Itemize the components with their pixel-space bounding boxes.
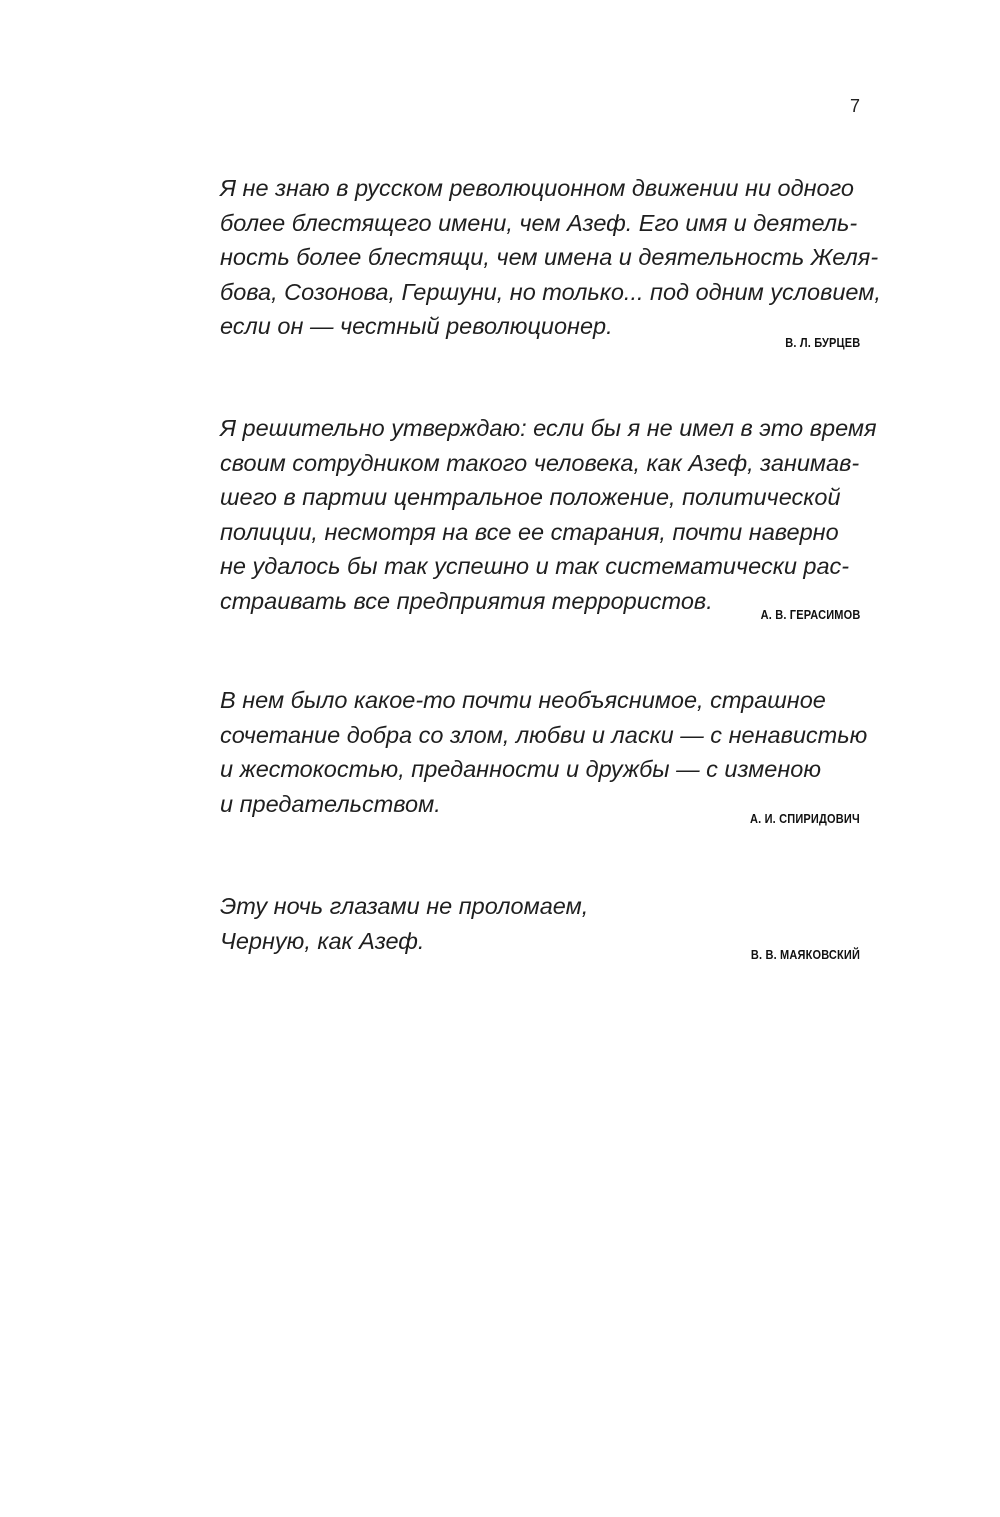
quote-line: не удалось бы так успешно и так систематически рас-	[220, 553, 850, 580]
quote-author: В. В. МАЯКОВСКИЙ	[750, 948, 860, 962]
quote-line: и жестокостью, преданности и дружбы — с изменою	[220, 756, 821, 783]
quote-line: шего в партии центральное положение, политической	[220, 484, 841, 511]
quote-author: В. Л. БУРЦЕВ	[784, 336, 860, 350]
quote-line: Я решительно утверждаю: если бы я не имел в это время	[220, 415, 877, 441]
page-number: 7	[849, 96, 860, 116]
quote-line: если он — честный революционер.	[220, 313, 613, 340]
quote-line: бова, Созонова, Гершуни, но только... под одним условием,	[220, 278, 881, 305]
quote-line: ность более блестящи, чем имена и деятельность Желя-	[220, 244, 879, 271]
quote-line: более блестящего имени, чем Азеф. Его имя и деятель-	[220, 209, 858, 236]
epigraph-quote	[220, 171, 881, 344]
quote-line: Я не знаю в русском революционном движении ни одного	[220, 175, 855, 201]
quote-line: своим сотрудником такого человека, как Азеф, занимав-	[220, 449, 860, 476]
quote-line: Эту ночь глазами не проломаем,	[220, 893, 589, 919]
quote-line: и предательством.	[220, 790, 441, 817]
quote-line: страивать все предприятия террористов.	[220, 587, 713, 614]
quote-author: А. В. ГЕРАСИМОВ	[760, 608, 860, 622]
quote-line: В нем было какое-то почти необъяснимое, страшное	[220, 687, 826, 713]
quote-author: А. И. СПИРИДОВИЧ	[750, 812, 860, 826]
quote-line: Черную, как Азеф.	[220, 927, 425, 954]
quote-line: полиции, несмотря на все ее старания, почти наверно	[220, 518, 839, 545]
epigraph-quote	[220, 411, 877, 619]
epigraph-quote	[220, 683, 868, 821]
quote-line: сочетание добра со злом, любви и ласки — с ненавистью	[220, 721, 868, 748]
